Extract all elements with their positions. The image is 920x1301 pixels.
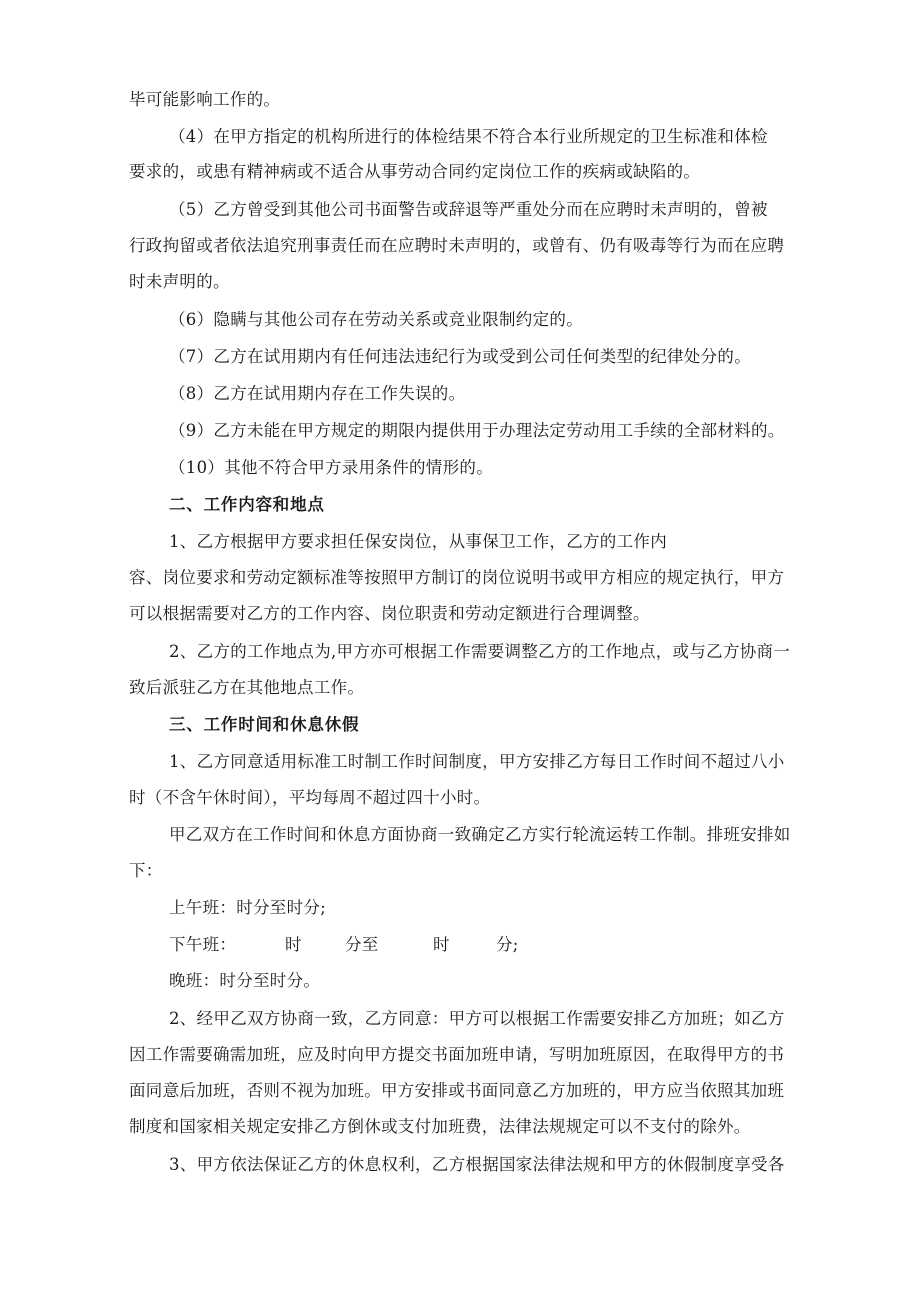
- shift-afternoon-minute-to: 分至: [345, 935, 379, 954]
- text-line: （10）其他不符合甲方录用条件的情形的。: [169, 458, 493, 477]
- text-line: 下：: [129, 861, 163, 880]
- text-line: （6）隐瞒与其他公司存在劳动关系或竞业限制约定的。: [169, 310, 583, 329]
- text-line: 面同意后加班，否则不视为加班。甲方安排或书面同意乙方加班的，甲方应当依照其加班: [129, 1081, 785, 1100]
- shift-afternoon-label: 下午班：: [169, 935, 237, 954]
- text-line: 毕可能影响工作的。: [129, 90, 281, 109]
- text-line: 甲乙双方在工作时间和休息方面协商一致确定乙方实行轮流运转工作制。排班安排如: [169, 825, 791, 844]
- section-heading-work-hours: 三、工作时间和休息休假: [169, 715, 360, 734]
- shift-evening: 晚班：时分至时分。: [169, 971, 321, 990]
- text-line: 因工作需要确需加班，应及时向甲方提交书面加班申请，写明加班原因，在取得甲方的书: [129, 1045, 785, 1064]
- text-line: 3、甲方依法保证乙方的休息权利，乙方根据国家法律法规和甲方的休假制度享受各: [169, 1155, 785, 1174]
- text-line: 时（不含午休时间），平均每周不超过四十小时。: [129, 788, 491, 807]
- text-line: （8）乙方在试用期内存在工作失误的。: [169, 384, 466, 403]
- text-line: 1、乙方同意适用标准工时制工作时间制度，甲方安排乙方每日工作时间不超过八小: [169, 752, 785, 771]
- shift-afternoon-hour-2: 时: [433, 935, 450, 954]
- text-line: 时未声明的。: [129, 272, 230, 291]
- text-line: 2、经甲乙双方协商一致，乙方同意：甲方可以根据工作需要安排乙方加班；如乙方: [169, 1009, 785, 1028]
- text-line: （5）乙方曾受到其他公司书面警告或辞退等严重处分而在应聘时未声明的，曾被: [169, 200, 768, 219]
- text-line: （9）乙方未能在甲方规定的期限内提供用于办理法定劳动用工手续的全部材料的。: [169, 421, 785, 440]
- text-line: （7）乙方在试用期内有任何违法违纪行为或受到公司任何类型的纪律处分的。: [169, 347, 751, 366]
- text-line: 容、岗位要求和劳动定额标准等按照甲方制订的岗位说明书或甲方相应的规定执行，甲方: [129, 568, 785, 587]
- text-line: （4）在甲方指定的机构所进行的体检结果不符合本行业所规定的卫生标准和体检: [169, 127, 768, 146]
- shift-afternoon-minute-end: 分;: [496, 935, 519, 954]
- text-line: 可以根据需要对乙方的工作内容、岗位职责和劳动定额进行合理调整。: [129, 604, 650, 623]
- section-heading-work-content: 二、工作内容和地点: [169, 495, 325, 514]
- text-line: 2、乙方的工作地点为,甲方亦可根据工作需要调整乙方的工作地点，或与乙方协商一: [169, 642, 791, 661]
- text-line: 制度和国家相关规定安排乙方倒休或支付加班费，法律法规规定可以不支付的除外。: [129, 1117, 751, 1136]
- text-line: 1、乙方根据甲方要求担任保安岗位，从事保卫工作，乙方的工作内: [169, 532, 667, 551]
- shift-morning: 上午班：时分至时分;: [169, 898, 327, 917]
- text-line: 要求的，或患有精神病或不适合从事劳动合同约定岗位工作的疾病或缺陷的。: [129, 162, 701, 181]
- text-line: 行政拘留或者依法追究刑事责任而在应聘时未声明的，或曾有、仍有吸毒等行为而在应聘: [129, 236, 785, 255]
- text-line: 致后派驻乙方在其他地点工作。: [129, 678, 365, 697]
- shift-afternoon-hour-1: 时: [285, 935, 302, 954]
